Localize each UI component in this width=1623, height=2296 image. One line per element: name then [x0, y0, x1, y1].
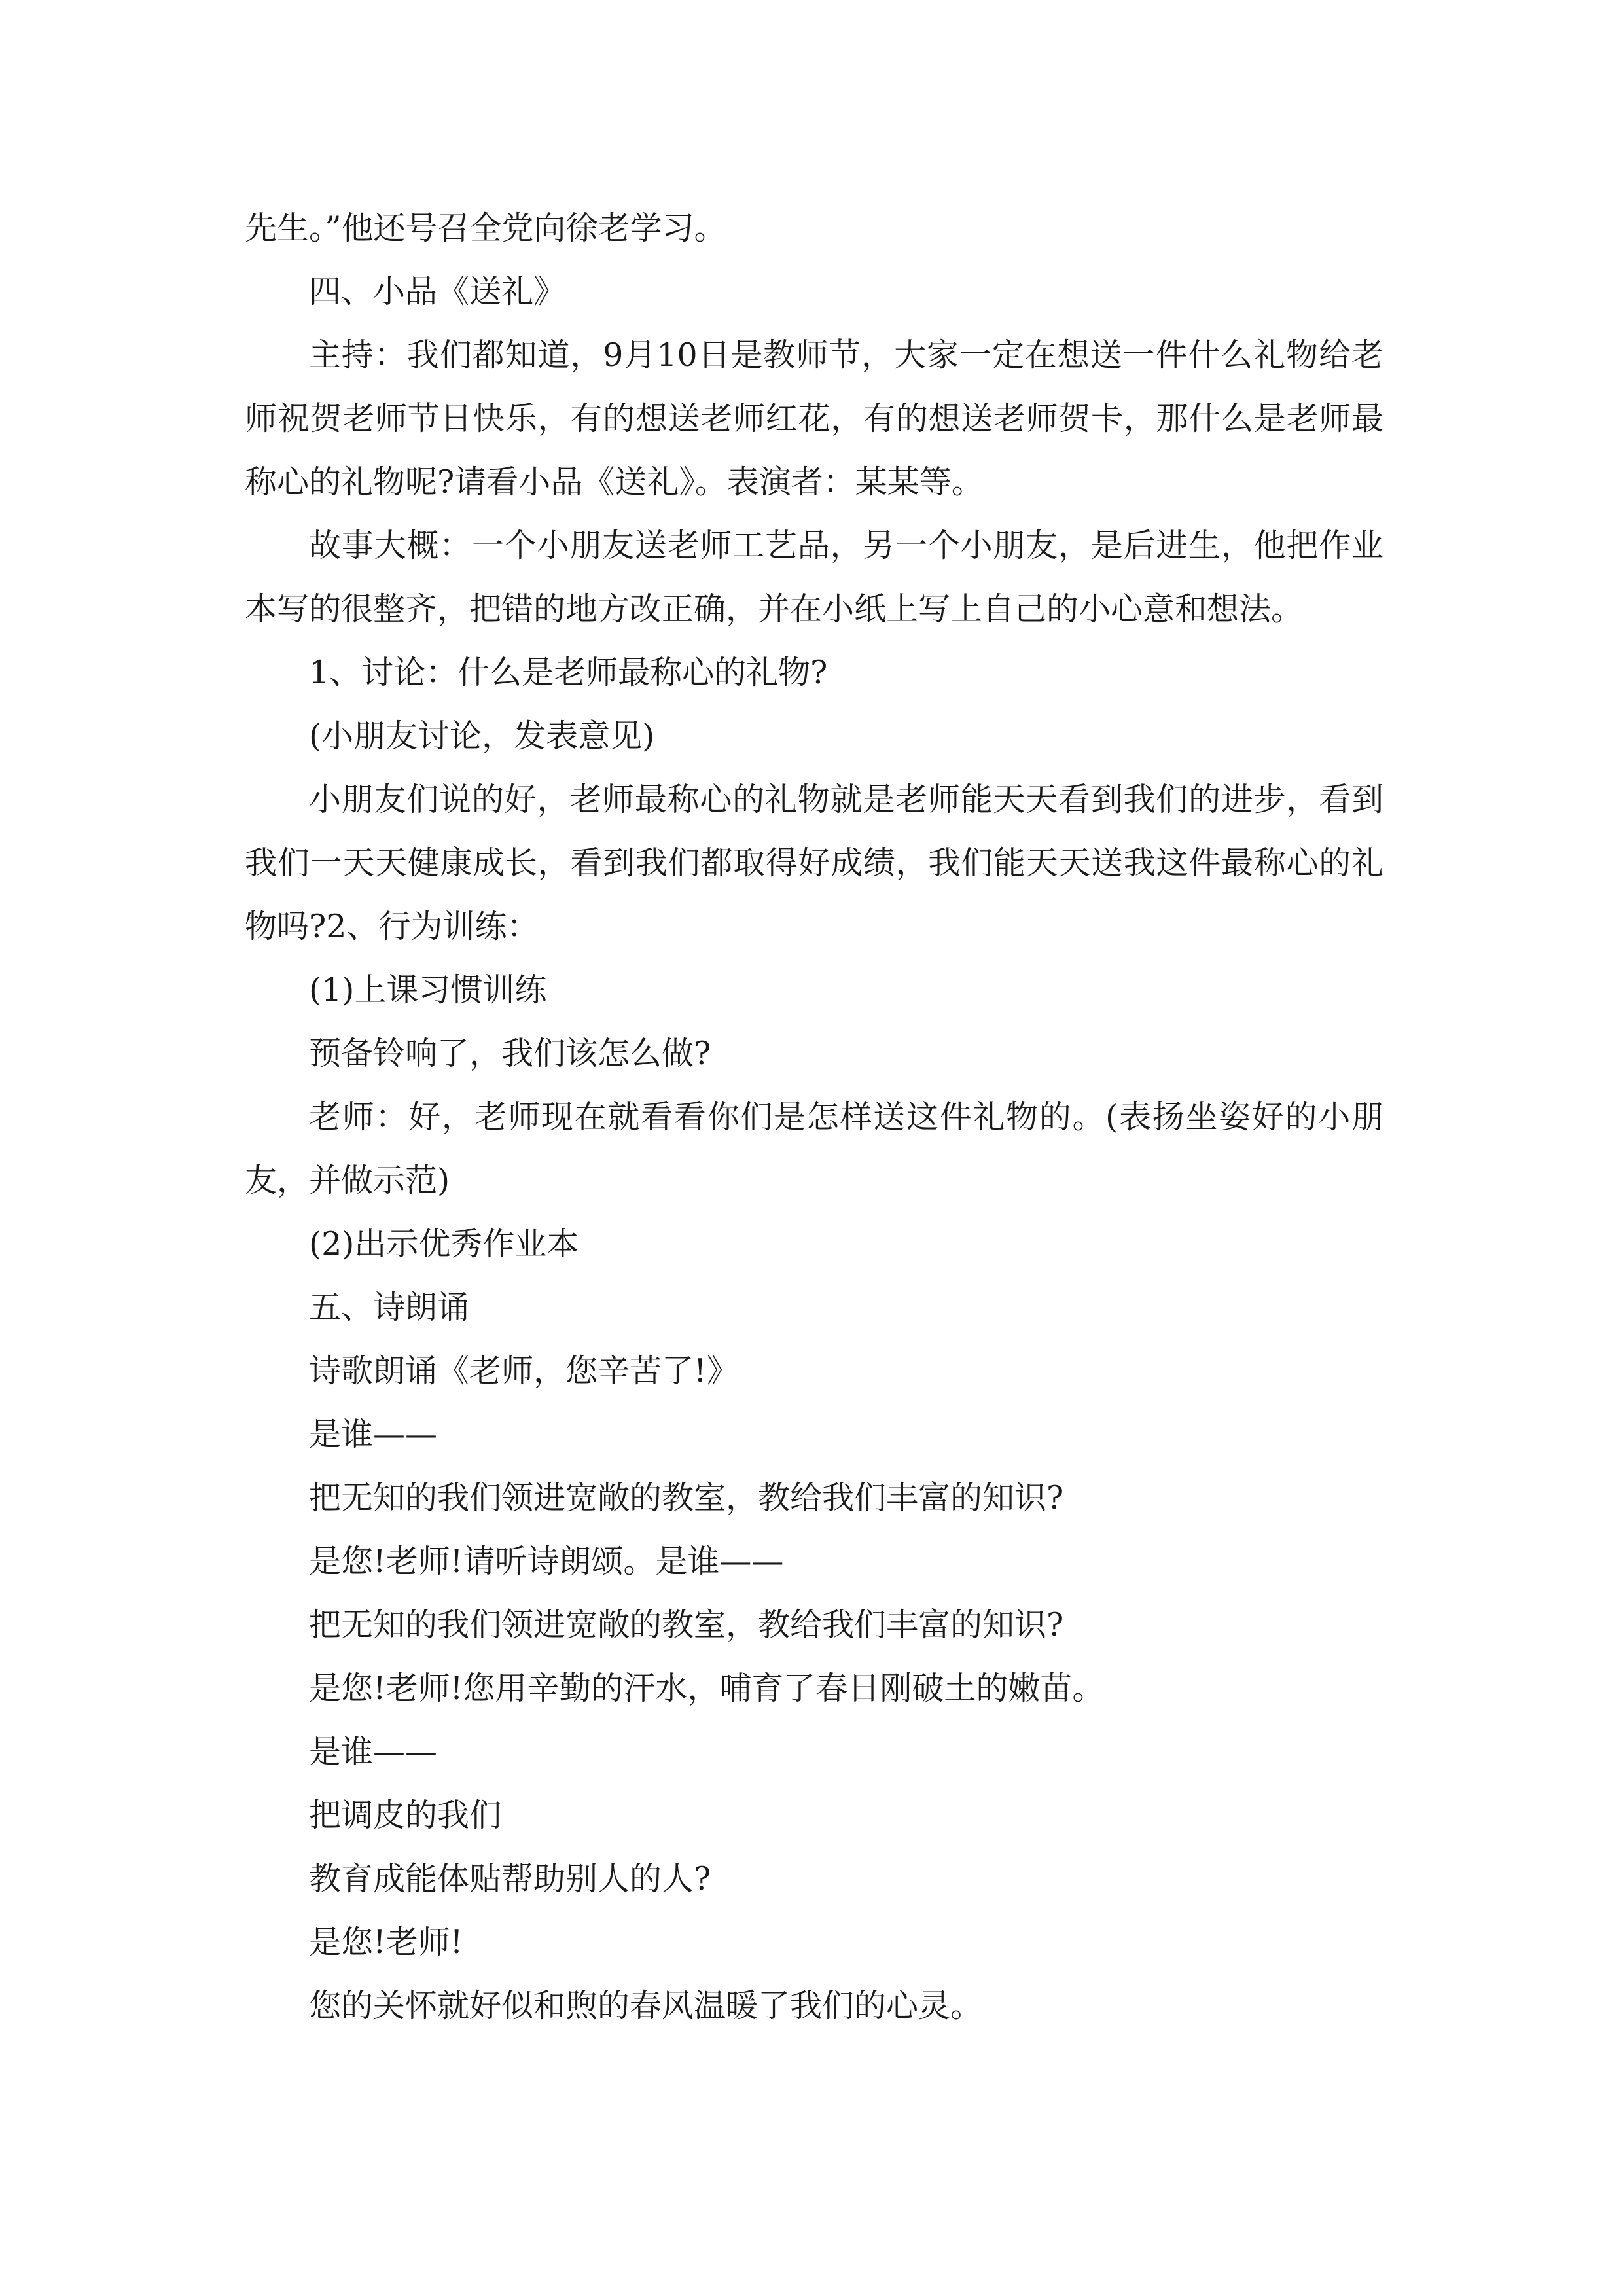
poem-line: 教育成能体贴帮助别人的人?: [309, 1860, 711, 1897]
paragraph: 1、讨论：什么是老师最称心的礼物?: [309, 654, 828, 691]
document-body: [245, 196, 1383, 2037]
poem-line: 是您!老师!: [309, 1924, 463, 1961]
paragraph: 预备铃响了，我们该怎么做?: [309, 1035, 711, 1072]
poem-line: 是您!老师!您用辛勤的汗水，哺育了春日刚破土的嫩苗。: [309, 1670, 1105, 1707]
paragraph: 先生。”他还号召全党向徐老学习。: [245, 209, 726, 247]
poem-line: 是谁——: [309, 1416, 438, 1453]
poem-line: 是谁——: [309, 1733, 438, 1770]
paragraph: 故事大概：一个小朋友送老师工艺品，另一个小朋友，是后进生，他把作业本写的很整齐，把错的地方改正确，并在小纸上写上自己的小心意和想法。: [245, 527, 1383, 628]
poem-line: 把无知的我们领进宽敞的教室，教给我们丰富的知识?: [309, 1606, 1064, 1643]
paragraph: 老师：好，老师现在就看看你们是怎样送这件礼物的。(表扬坐姿好的小朋友，并做示范): [245, 1098, 1383, 1199]
paragraph: 小朋友们说的好，老师最称心的礼物就是老师能天天看到我们的进步，看到我们一天天健康成长，看到我们都取得好成绩，我们能天天送我这件最称心的礼物吗?2、行为训练：: [245, 781, 1383, 945]
paragraph: (2)出示优秀作业本: [309, 1225, 579, 1263]
paragraph: 主持：我们都知道，9月10日是教师节，大家一定在想送一件什么礼物给老师祝贺老师节日快乐，有的想送老师红花，有的想送老师贺卡，那什么是老师最称心的礼物呢?请看小品《送礼》。表演者：某某等。: [245, 336, 1383, 501]
poem-line: 您的关怀就好似和煦的春风温暖了我们的心灵。: [309, 1987, 983, 2024]
section-heading: 五、诗朗诵: [309, 1289, 470, 1326]
paragraph: (1)上课习惯训练: [309, 971, 547, 1009]
poem-title: 诗歌朗诵《老师，您辛苦了!》: [309, 1352, 739, 1390]
poem-line: 是您!老师!请听诗朗颂。是谁——: [309, 1543, 784, 1580]
poem-line: 把调皮的我们: [309, 1797, 502, 1834]
paragraph: (小朋友讨论，发表意见): [309, 717, 655, 755]
poem-line: 把无知的我们领进宽敞的教室，教给我们丰富的知识?: [309, 1479, 1064, 1516]
section-heading: 四、小品《送礼》: [309, 273, 566, 310]
